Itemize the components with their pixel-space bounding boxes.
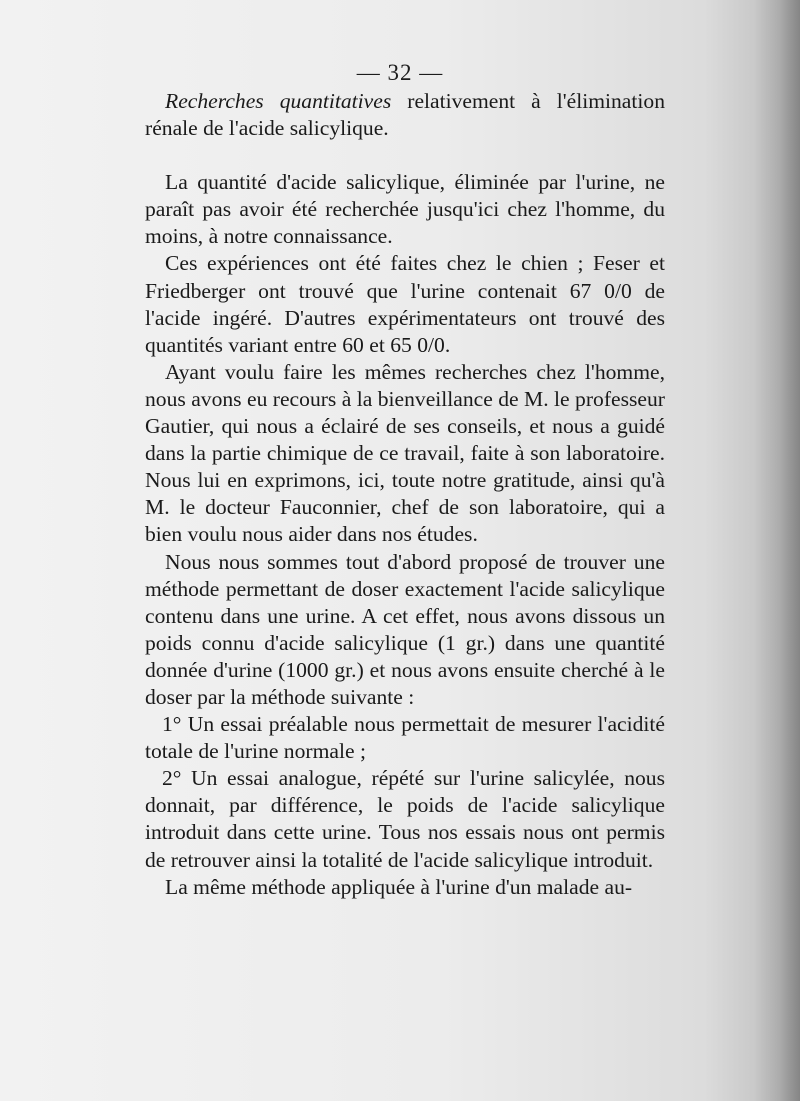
page-edge-shadow xyxy=(754,0,800,1101)
list-item: 2° Un essai analogue, répété sur l'urine salicylée, nous donnait, par différence, le poids de l'acide salicylique introduit dans cette urine. Tous nos essais nous ont permis de retrouver ainsi la totalité de l'acide salicylique introduit. xyxy=(145,766,665,872)
heading-rest: relativement à l'élimination rénale de l'acide salicylique. xyxy=(145,89,665,141)
body-text xyxy=(145,88,665,901)
paragraph: Ces expériences ont été faites chez le chien ; Feser et Friedberger ont trouvé que l'urine contenait 67 0/0 de l'acide ingéré. D'autres expérimentateurs ont trouvé des quantités variant entre 60 et 65 0/0. xyxy=(145,251,665,357)
list-item: 1° Un essai préalable nous permettait de mesurer l'acidité totale de l'urine normale ; xyxy=(145,712,665,764)
paragraph-continued: La même méthode appliquée à l'urine d'un malade au- xyxy=(165,874,633,899)
section-heading xyxy=(145,88,665,142)
page-number: — 32 — xyxy=(356,60,444,85)
paragraph: Nous nous sommes tout d'abord proposé de trouver une méthode permettant de doser exactement l'acide salicylique contenu dans une urine. A cet effet, nous avons dissous un poids connu d'acide salicylique (1 gr.) dans une quantité donnée d'urine (1000 gr.) et nous avons ensuite cherché à le doser par la méthode suivante : xyxy=(145,549,665,709)
paragraph: La quantité d'acide salicylique, éliminée par l'urine, ne paraît pas avoir été recherchée jusqu'ici chez l'homme, du moins, à notre connaissance. xyxy=(145,170,665,249)
paragraph: Ayant voulu faire les mêmes recherches chez l'homme, nous avons eu recours à la bienveillance de M. le professeur Gautier, qui nous a éclairé de ses conseils, et nous a guidé dans la partie chimique de ce travail, faite à son laboratoire. Nous lui en exprimons, ici, toute notre gratitude, ainsi qu'à M. le docteur Fauconnier, chef de son laboratoire, qui a bien voulu nous aider dans nos études. xyxy=(145,359,665,547)
heading-italic: Recherches quantitatives xyxy=(165,89,392,113)
